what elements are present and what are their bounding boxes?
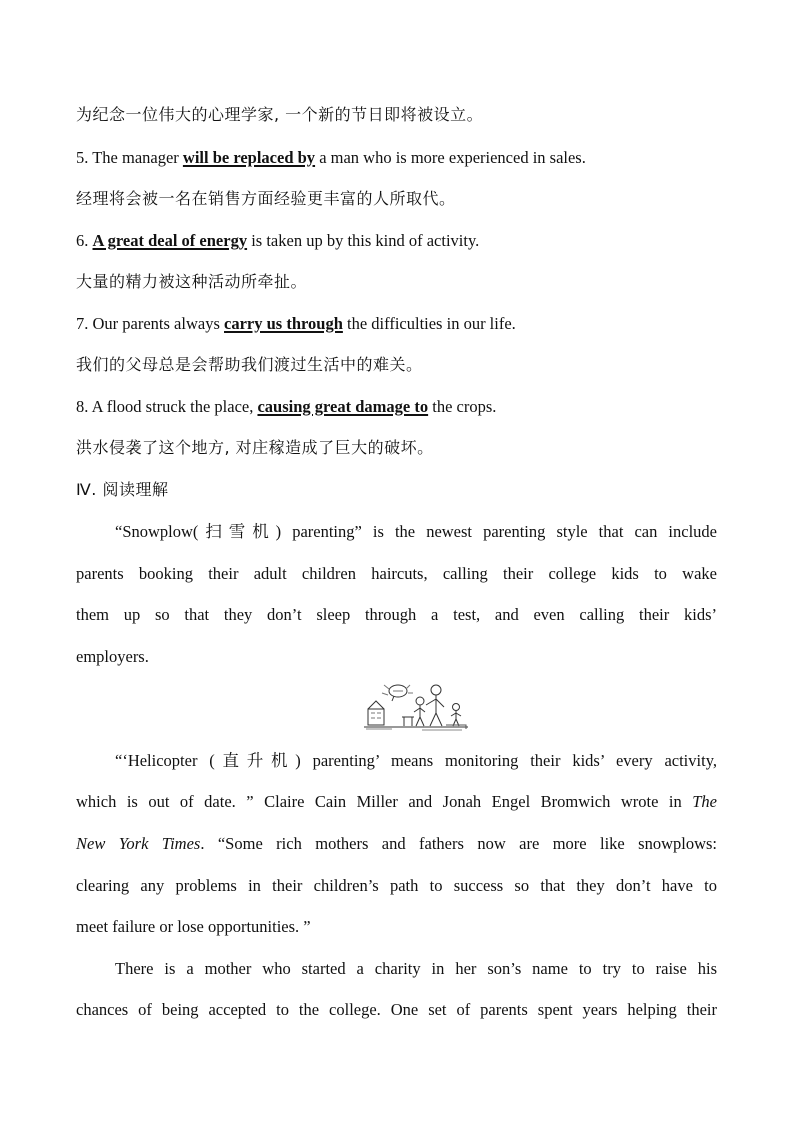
- sentence-8-answer: causing great damage to: [257, 397, 429, 416]
- chinese-translation-5: 经理将会被一名在销售方面经验更丰富的人所取代。: [76, 189, 456, 208]
- sentence-5-pre: 5. The manager: [76, 148, 183, 167]
- paragraph-2-line-2-text: which is out of date. ” Claire Cain Miller and Jonah Engel Bromwich wrote in: [76, 792, 693, 811]
- paragraph-3-line-1: There is a mother who started a charity in her son’s name to try to raise his: [115, 959, 717, 978]
- paragraph-2-line-2: [76, 792, 717, 812]
- sentence-7: [76, 314, 516, 334]
- snowplow-parenting-illustration: [362, 681, 470, 733]
- sentence-8: [76, 397, 496, 417]
- paragraph-2-line-3: [76, 834, 717, 854]
- chinese-translation-4: 为纪念一位伟大的心理学家, 一个新的节日即将被设立。: [76, 105, 484, 124]
- sentence-8-post: the crops.: [428, 397, 497, 416]
- paragraph-2-line-3-text: . “Some rich mothers and fathers now are more like snowplows:: [200, 834, 717, 853]
- sentence-8-pre: 8. A flood struck the place,: [76, 397, 258, 416]
- chinese-translation-7: 我们的父母总是会帮助我们渡过生活中的难关。: [76, 355, 423, 374]
- paragraph-1-line-2: parents booking their adult children haircuts, calling their college kids to wake: [76, 564, 717, 583]
- sentence-7-answer: carry us through: [224, 314, 343, 333]
- sentence-7-pre: 7. Our parents always: [76, 314, 225, 333]
- paragraph-2-line-1: “‘Helicopter (直升机) parenting’ means monitoring their kids’ every activity,: [115, 751, 717, 770]
- paragraph-1-line-4: employers.: [76, 647, 149, 666]
- sentence-6: [76, 231, 479, 251]
- sentence-5-answer: will be replaced by: [182, 148, 316, 167]
- paragraph-2-line-5: meet failure or lose opportunities. ”: [76, 917, 311, 936]
- paragraph-1-line-1: “Snowplow(扫雪机) parenting” is the newest parenting style that can include: [115, 522, 717, 541]
- sentence-7-post: the difficulties in our life.: [342, 314, 516, 333]
- section-heading: Ⅳ. 阅读理解: [76, 480, 169, 499]
- sentence-6-pre: 6.: [76, 231, 93, 250]
- sentence-6-answer: A great deal of energy: [92, 231, 248, 250]
- sentence-6-post: is taken up by this kind of activity.: [247, 231, 480, 250]
- paragraph-1-line-3: them up so that they don’t sleep through a test, and even calling their kids’: [76, 605, 717, 624]
- chinese-translation-6: 大量的精力被这种活动所牵扯。: [76, 272, 308, 291]
- newspaper-title-part-2: New York Times: [76, 834, 201, 853]
- paragraph-2-line-4: clearing any problems in their children’s path to success so that they don’t have to: [76, 876, 717, 895]
- chinese-translation-8: 洪水侵袭了这个地方, 对庄稼造成了巨大的破坏。: [76, 438, 434, 457]
- paragraph-3-line-2: chances of being accepted to the college. One set of parents spent years helping their: [76, 1000, 717, 1019]
- sentence-5-post: a man who is more experienced in sales.: [315, 148, 586, 167]
- newspaper-title-part-1: The: [692, 792, 717, 811]
- sentence-5: [76, 148, 586, 168]
